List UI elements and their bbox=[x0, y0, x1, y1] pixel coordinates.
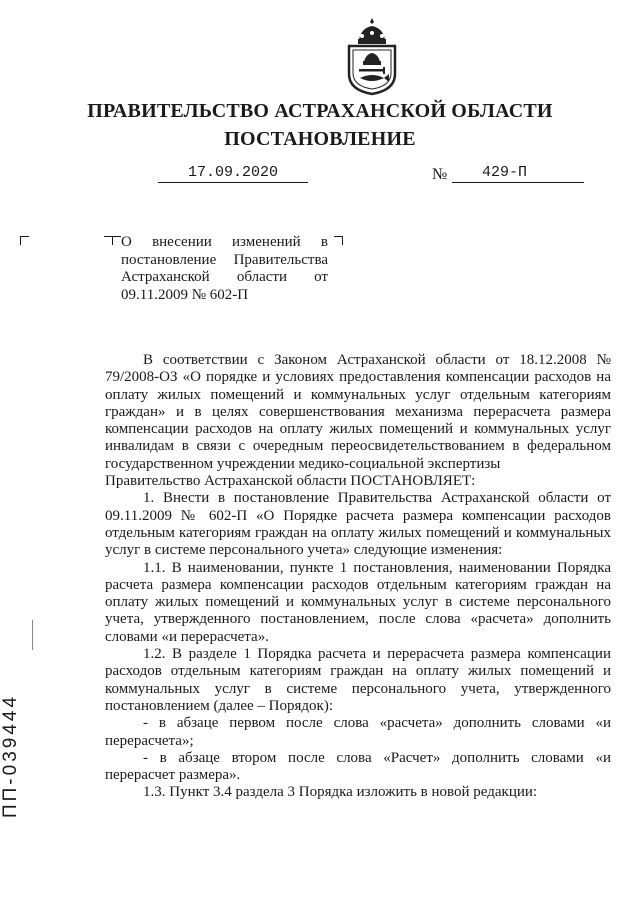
paragraph-item-1-2: 1.2. В разделе 1 Порядка расчета и перерасчета размера компенсации расходов отдельным категориям граждан на оплату жилых помещений и коммунальных услуг в системе персонального учета, утвержденного постановлением (далее – Порядок): bbox=[105, 646, 611, 714]
document-number: 429-П bbox=[452, 164, 584, 183]
organization-title bbox=[0, 98, 640, 152]
paragraph-resolves: Правительство Астраханской области ПОСТАНОВЛЯЕТ: bbox=[105, 473, 476, 490]
paragraph-item-1-1: 1.1. В наименовании, пункте 1 постановления, наименовании Порядка расчета размера компенсации расходов отдельным категориям граждан на оплату жилых помещений и коммунальных услуг в системе персонального учета, утвержденного постановлением, после слова «расчета» дополнить словами «и перерасчета». bbox=[105, 559, 611, 645]
number-sign: № bbox=[432, 166, 448, 183]
corner-mark-inner-right bbox=[112, 236, 121, 245]
corner-mark-right bbox=[334, 236, 343, 245]
paragraph-item-1: 1. Внести в постановление Правительства Астраханской области от 09.11.2009 № 602-П «О Порядке расчета размера компенсации расходов отдельным категориям граждан на оплату жилых помещений и коммунальных услуг в системе персонального учета» следующие изменения: bbox=[105, 490, 611, 559]
coat-of-arms-emblem bbox=[345, 16, 399, 96]
paragraph-dash-1: - в абзаце первом после слова «расчета» дополнить словами «и перерасчета»; bbox=[105, 715, 611, 749]
document-type: ПОСТАНОВЛЕНИЕ bbox=[224, 128, 416, 150]
paragraph-preamble: В соответствии с Законом Астраханской области от 18.12.2008 № 79/2008-ОЗ «О порядке и условиях предоставления компенсации расходов на оплату жилых помещений и коммунальных услуг отдельным категориям граждан» и в целях совершенствования механизма перерасчета размера компенсации расходов на оплату жилых помещений и коммунальных услуг инвалидам в связи с очередным переосвидетельствованием в федеральном государственном учреждении медико-социальной экспертизы bbox=[105, 352, 611, 472]
document-date: 17.09.2020 bbox=[158, 164, 308, 183]
paragraph-dash-2: - в абзаце втором после слова «Расчет» дополнить словами «и перерасчет размера». bbox=[105, 749, 611, 784]
paragraph-item-1-3: 1.3. Пункт 3.4 раздела 3 Порядка изложить в новой редакции: bbox=[143, 784, 538, 801]
document-body bbox=[105, 352, 611, 802]
document-subject: О внесении изменений в постановление Правительства Астраханской области от 09.11.2009 № 602-П bbox=[121, 234, 328, 303]
margin-line bbox=[32, 620, 33, 650]
corner-mark-left bbox=[20, 236, 29, 245]
serial-stamp: ПП-039444 bbox=[0, 693, 21, 818]
org-name: ПРАВИТЕЛЬСТВО АСТРАХАНСКОЙ ОБЛАСТИ bbox=[87, 100, 553, 122]
